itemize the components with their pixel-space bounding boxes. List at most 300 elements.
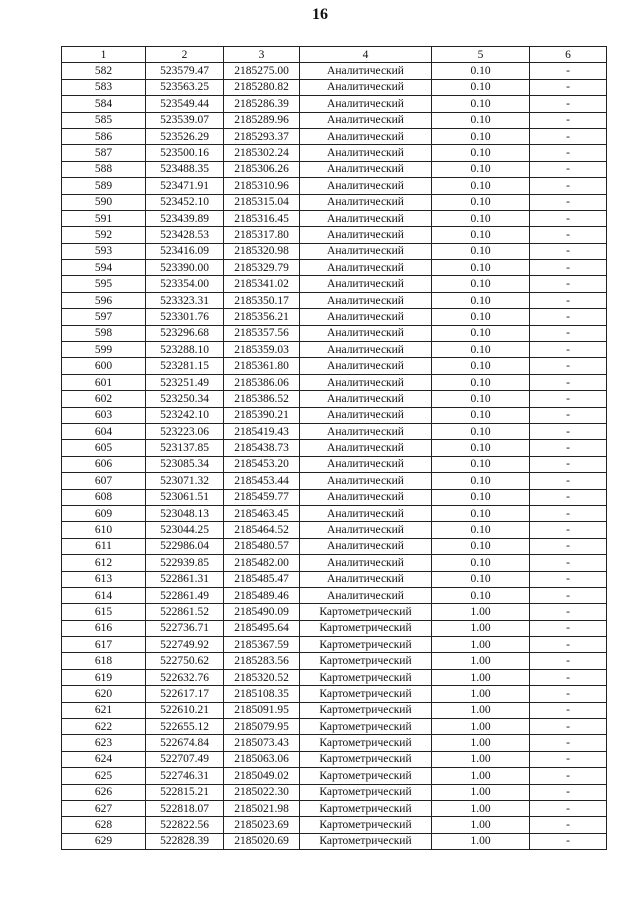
cell-point-number: 628 (62, 817, 146, 833)
cell-method: Аналитический (300, 292, 432, 308)
cell-x-coordinate: 523471.91 (146, 178, 224, 194)
cell-x-coordinate: 523281.15 (146, 358, 224, 374)
cell-note: - (530, 555, 607, 571)
cell-note: - (530, 227, 607, 243)
cell-y-coordinate: 2185386.06 (224, 374, 300, 390)
cell-note: - (530, 833, 607, 849)
cell-accuracy: 1.00 (432, 784, 530, 800)
cell-method: Аналитический (300, 79, 432, 95)
cell-point-number: 596 (62, 292, 146, 308)
cell-x-coordinate: 523085.34 (146, 456, 224, 472)
cell-y-coordinate: 2185306.26 (224, 161, 300, 177)
cell-method: Аналитический (300, 423, 432, 439)
cell-method: Аналитический (300, 456, 432, 472)
table-row (62, 833, 607, 849)
cell-method: Аналитический (300, 407, 432, 423)
cell-accuracy: 0.10 (432, 407, 530, 423)
cell-method: Аналитический (300, 309, 432, 325)
cell-accuracy: 0.10 (432, 555, 530, 571)
cell-note: - (530, 161, 607, 177)
table-row (62, 719, 607, 735)
cell-accuracy: 0.10 (432, 505, 530, 521)
cell-method: Картометрический (300, 833, 432, 849)
table-row (62, 604, 607, 620)
cell-x-coordinate: 523439.89 (146, 210, 224, 226)
cell-method: Аналитический (300, 227, 432, 243)
cell-point-number: 612 (62, 555, 146, 571)
cell-accuracy: 0.10 (432, 391, 530, 407)
cell-y-coordinate: 2185316.45 (224, 210, 300, 226)
cell-point-number: 609 (62, 505, 146, 521)
cell-point-number: 621 (62, 702, 146, 718)
cell-point-number: 593 (62, 243, 146, 259)
table-row (62, 735, 607, 751)
cell-method: Аналитический (300, 161, 432, 177)
header-cell-2: 2 (146, 47, 224, 63)
cell-note: - (530, 391, 607, 407)
cell-method: Аналитический (300, 505, 432, 521)
cell-note: - (530, 669, 607, 685)
cell-note: - (530, 587, 607, 603)
cell-point-number: 614 (62, 587, 146, 603)
cell-point-number: 591 (62, 210, 146, 226)
cell-note: - (530, 260, 607, 276)
cell-note: - (530, 374, 607, 390)
cell-point-number: 605 (62, 440, 146, 456)
cell-point-number: 619 (62, 669, 146, 685)
table-row (62, 145, 607, 161)
cell-point-number: 626 (62, 784, 146, 800)
cell-method: Картометрический (300, 800, 432, 816)
cell-note: - (530, 342, 607, 358)
cell-x-coordinate: 522861.31 (146, 571, 224, 587)
cell-y-coordinate: 2185453.44 (224, 473, 300, 489)
table-row (62, 276, 607, 292)
cell-x-coordinate: 522617.17 (146, 686, 224, 702)
cell-y-coordinate: 2185293.37 (224, 128, 300, 144)
cell-method: Аналитический (300, 194, 432, 210)
cell-method: Картометрический (300, 784, 432, 800)
cell-point-number: 597 (62, 309, 146, 325)
cell-y-coordinate: 2185063.06 (224, 751, 300, 767)
cell-accuracy: 1.00 (432, 768, 530, 784)
header-cell-6: 6 (530, 47, 607, 63)
cell-point-number: 615 (62, 604, 146, 620)
cell-note: - (530, 768, 607, 784)
cell-note: - (530, 178, 607, 194)
cell-accuracy: 0.10 (432, 587, 530, 603)
cell-accuracy: 0.10 (432, 96, 530, 112)
cell-note: - (530, 538, 607, 554)
cell-x-coordinate: 523323.31 (146, 292, 224, 308)
cell-y-coordinate: 2185079.95 (224, 719, 300, 735)
cell-point-number: 590 (62, 194, 146, 210)
cell-accuracy: 0.10 (432, 342, 530, 358)
cell-accuracy: 1.00 (432, 620, 530, 636)
cell-accuracy: 0.10 (432, 227, 530, 243)
table-row (62, 440, 607, 456)
cell-method: Картометрический (300, 719, 432, 735)
cell-point-number: 584 (62, 96, 146, 112)
cell-method: Картометрический (300, 669, 432, 685)
cell-x-coordinate: 523137.85 (146, 440, 224, 456)
cell-y-coordinate: 2185275.00 (224, 63, 300, 79)
cell-note: - (530, 194, 607, 210)
cell-accuracy: 0.10 (432, 571, 530, 587)
cell-note: - (530, 423, 607, 439)
cell-x-coordinate: 523048.13 (146, 505, 224, 521)
cell-note: - (530, 489, 607, 505)
cell-accuracy: 0.10 (432, 374, 530, 390)
cell-accuracy: 0.10 (432, 276, 530, 292)
cell-point-number: 586 (62, 128, 146, 144)
cell-note: - (530, 817, 607, 833)
cell-method: Картометрический (300, 653, 432, 669)
cell-x-coordinate: 523242.10 (146, 407, 224, 423)
table-row (62, 505, 607, 521)
cell-accuracy: 0.10 (432, 63, 530, 79)
header-row (62, 47, 607, 63)
cell-point-number: 595 (62, 276, 146, 292)
table-body (62, 63, 607, 850)
cell-accuracy: 0.10 (432, 522, 530, 538)
cell-y-coordinate: 2185302.24 (224, 145, 300, 161)
cell-point-number: 620 (62, 686, 146, 702)
header-cell-5: 5 (432, 47, 530, 63)
table-row (62, 358, 607, 374)
table-header (62, 47, 607, 63)
cell-method: Аналитический (300, 555, 432, 571)
cell-note: - (530, 407, 607, 423)
cell-method: Картометрический (300, 702, 432, 718)
table-row (62, 751, 607, 767)
cell-point-number: 606 (62, 456, 146, 472)
cell-point-number: 585 (62, 112, 146, 128)
cell-note: - (530, 800, 607, 816)
table-row (62, 702, 607, 718)
cell-accuracy: 0.10 (432, 260, 530, 276)
table-row (62, 407, 607, 423)
cell-y-coordinate: 2185356.21 (224, 309, 300, 325)
cell-point-number: 617 (62, 637, 146, 653)
cell-x-coordinate: 523488.35 (146, 161, 224, 177)
cell-x-coordinate: 522655.12 (146, 719, 224, 735)
table-row (62, 292, 607, 308)
cell-method: Аналитический (300, 342, 432, 358)
cell-accuracy: 1.00 (432, 800, 530, 816)
cell-accuracy: 0.10 (432, 79, 530, 95)
cell-accuracy: 0.10 (432, 309, 530, 325)
cell-point-number: 589 (62, 178, 146, 194)
cell-point-number: 601 (62, 374, 146, 390)
cell-note: - (530, 292, 607, 308)
cell-note: - (530, 735, 607, 751)
cell-point-number: 599 (62, 342, 146, 358)
cell-accuracy: 1.00 (432, 817, 530, 833)
cell-method: Аналитический (300, 522, 432, 538)
cell-point-number: 598 (62, 325, 146, 341)
cell-accuracy: 0.10 (432, 358, 530, 374)
cell-x-coordinate: 523452.10 (146, 194, 224, 210)
cell-y-coordinate: 2185480.57 (224, 538, 300, 554)
cell-method: Картометрический (300, 735, 432, 751)
cell-note: - (530, 276, 607, 292)
cell-method: Аналитический (300, 325, 432, 341)
cell-y-coordinate: 2185091.95 (224, 702, 300, 718)
table-row (62, 325, 607, 341)
table-row (62, 653, 607, 669)
cell-accuracy: 1.00 (432, 702, 530, 718)
cell-x-coordinate: 522828.39 (146, 833, 224, 849)
cell-method: Картометрический (300, 620, 432, 636)
cell-point-number: 607 (62, 473, 146, 489)
cell-x-coordinate: 522986.04 (146, 538, 224, 554)
cell-y-coordinate: 2185021.98 (224, 800, 300, 816)
cell-accuracy: 1.00 (432, 735, 530, 751)
cell-method: Картометрический (300, 686, 432, 702)
cell-note: - (530, 653, 607, 669)
cell-y-coordinate: 2185357.56 (224, 325, 300, 341)
table-row (62, 96, 607, 112)
table-row (62, 423, 607, 439)
cell-y-coordinate: 2185490.09 (224, 604, 300, 620)
cell-point-number: 594 (62, 260, 146, 276)
table-row (62, 784, 607, 800)
cell-x-coordinate: 523354.00 (146, 276, 224, 292)
cell-x-coordinate: 522750.62 (146, 653, 224, 669)
table-row (62, 686, 607, 702)
cell-note: - (530, 637, 607, 653)
cell-accuracy: 1.00 (432, 751, 530, 767)
header-cell-4: 4 (300, 47, 432, 63)
cell-note: - (530, 440, 607, 456)
cell-point-number: 610 (62, 522, 146, 538)
cell-x-coordinate: 522707.49 (146, 751, 224, 767)
cell-y-coordinate: 2185022.30 (224, 784, 300, 800)
cell-x-coordinate: 523390.00 (146, 260, 224, 276)
cell-x-coordinate: 523071.32 (146, 473, 224, 489)
cell-x-coordinate: 523428.53 (146, 227, 224, 243)
cell-note: - (530, 620, 607, 636)
cell-x-coordinate: 522632.76 (146, 669, 224, 685)
cell-x-coordinate: 522815.21 (146, 784, 224, 800)
cell-method: Аналитический (300, 571, 432, 587)
table-row (62, 227, 607, 243)
cell-accuracy: 0.10 (432, 538, 530, 554)
cell-x-coordinate: 523416.09 (146, 243, 224, 259)
cell-accuracy: 0.10 (432, 325, 530, 341)
cell-accuracy: 0.10 (432, 440, 530, 456)
cell-method: Картометрический (300, 751, 432, 767)
cell-method: Аналитический (300, 243, 432, 259)
cell-method: Аналитический (300, 210, 432, 226)
cell-accuracy: 0.10 (432, 292, 530, 308)
cell-accuracy: 0.10 (432, 243, 530, 259)
table-row (62, 817, 607, 833)
cell-y-coordinate: 2185489.46 (224, 587, 300, 603)
cell-note: - (530, 473, 607, 489)
cell-x-coordinate: 523223.06 (146, 423, 224, 439)
cell-note: - (530, 522, 607, 538)
cell-y-coordinate: 2185350.17 (224, 292, 300, 308)
cell-accuracy: 0.10 (432, 112, 530, 128)
cell-y-coordinate: 2185049.02 (224, 768, 300, 784)
cell-accuracy: 0.10 (432, 456, 530, 472)
cell-accuracy: 0.10 (432, 128, 530, 144)
cell-note: - (530, 719, 607, 735)
cell-y-coordinate: 2185453.20 (224, 456, 300, 472)
cell-x-coordinate: 523526.29 (146, 128, 224, 144)
cell-method: Аналитический (300, 391, 432, 407)
cell-note: - (530, 145, 607, 161)
cell-method: Картометрический (300, 768, 432, 784)
cell-accuracy: 0.10 (432, 178, 530, 194)
cell-note: - (530, 358, 607, 374)
cell-y-coordinate: 2185419.43 (224, 423, 300, 439)
table-row (62, 128, 607, 144)
cell-accuracy: 0.10 (432, 210, 530, 226)
cell-y-coordinate: 2185280.82 (224, 79, 300, 95)
table-row (62, 194, 607, 210)
cell-x-coordinate: 523250.34 (146, 391, 224, 407)
cell-point-number: 588 (62, 161, 146, 177)
cell-x-coordinate: 523061.51 (146, 489, 224, 505)
cell-x-coordinate: 523251.49 (146, 374, 224, 390)
cell-x-coordinate: 523296.68 (146, 325, 224, 341)
table-row (62, 456, 607, 472)
cell-y-coordinate: 2185341.02 (224, 276, 300, 292)
table-row (62, 637, 607, 653)
cell-accuracy: 0.10 (432, 473, 530, 489)
cell-point-number: 625 (62, 768, 146, 784)
cell-accuracy: 1.00 (432, 719, 530, 735)
cell-note: - (530, 784, 607, 800)
table-row (62, 63, 607, 79)
cell-x-coordinate: 523500.16 (146, 145, 224, 161)
cell-point-number: 602 (62, 391, 146, 407)
cell-point-number: 629 (62, 833, 146, 849)
page-number: 16 (312, 6, 328, 23)
cell-point-number: 608 (62, 489, 146, 505)
cell-note: - (530, 571, 607, 587)
cell-method: Аналитический (300, 145, 432, 161)
cell-accuracy: 0.10 (432, 145, 530, 161)
cell-x-coordinate: 523301.76 (146, 309, 224, 325)
cell-note: - (530, 79, 607, 95)
cell-accuracy: 1.00 (432, 653, 530, 669)
cell-method: Аналитический (300, 489, 432, 505)
table-row (62, 538, 607, 554)
cell-y-coordinate: 2185320.98 (224, 243, 300, 259)
cell-point-number: 583 (62, 79, 146, 95)
cell-x-coordinate: 522818.07 (146, 800, 224, 816)
cell-note: - (530, 456, 607, 472)
table-row (62, 669, 607, 685)
cell-x-coordinate: 522674.84 (146, 735, 224, 751)
table-row (62, 309, 607, 325)
cell-y-coordinate: 2185361.80 (224, 358, 300, 374)
table-row (62, 555, 607, 571)
cell-y-coordinate: 2185367.59 (224, 637, 300, 653)
cell-note: - (530, 128, 607, 144)
cell-y-coordinate: 2185485.47 (224, 571, 300, 587)
cell-y-coordinate: 2185020.69 (224, 833, 300, 849)
cell-x-coordinate: 522861.49 (146, 587, 224, 603)
table-row (62, 571, 607, 587)
table-row (62, 243, 607, 259)
cell-y-coordinate: 2185386.52 (224, 391, 300, 407)
cell-method: Картометрический (300, 604, 432, 620)
cell-method: Аналитический (300, 587, 432, 603)
table-row (62, 260, 607, 276)
cell-y-coordinate: 2185329.79 (224, 260, 300, 276)
cell-point-number: 603 (62, 407, 146, 423)
cell-point-number: 624 (62, 751, 146, 767)
cell-point-number: 616 (62, 620, 146, 636)
cell-y-coordinate: 2185359.03 (224, 342, 300, 358)
header-cell-3: 3 (224, 47, 300, 63)
cell-y-coordinate: 2185320.52 (224, 669, 300, 685)
cell-x-coordinate: 523563.25 (146, 79, 224, 95)
cell-method: Аналитический (300, 440, 432, 456)
cell-method: Аналитический (300, 358, 432, 374)
cell-y-coordinate: 2185108.35 (224, 686, 300, 702)
cell-x-coordinate: 522939.85 (146, 555, 224, 571)
table-row (62, 342, 607, 358)
cell-point-number: 618 (62, 653, 146, 669)
table-row (62, 178, 607, 194)
table-row (62, 620, 607, 636)
cell-y-coordinate: 2185310.96 (224, 178, 300, 194)
cell-method: Аналитический (300, 276, 432, 292)
cell-accuracy: 0.10 (432, 161, 530, 177)
cell-point-number: 604 (62, 423, 146, 439)
table-row (62, 374, 607, 390)
coordinates-table (61, 46, 607, 850)
cell-y-coordinate: 2185438.73 (224, 440, 300, 456)
cell-note: - (530, 325, 607, 341)
table-row (62, 522, 607, 538)
cell-point-number: 592 (62, 227, 146, 243)
cell-y-coordinate: 2185459.77 (224, 489, 300, 505)
cell-note: - (530, 63, 607, 79)
cell-method: Аналитический (300, 128, 432, 144)
cell-x-coordinate: 522749.92 (146, 637, 224, 653)
cell-method: Аналитический (300, 96, 432, 112)
header-cell-1: 1 (62, 47, 146, 63)
cell-note: - (530, 686, 607, 702)
cell-point-number: 627 (62, 800, 146, 816)
cell-method: Аналитический (300, 112, 432, 128)
table-row (62, 391, 607, 407)
cell-y-coordinate: 2185073.43 (224, 735, 300, 751)
cell-accuracy: 0.10 (432, 423, 530, 439)
table-row (62, 161, 607, 177)
cell-note: - (530, 210, 607, 226)
cell-point-number: 611 (62, 538, 146, 554)
cell-point-number: 600 (62, 358, 146, 374)
cell-accuracy: 1.00 (432, 604, 530, 620)
cell-method: Аналитический (300, 63, 432, 79)
table-row (62, 489, 607, 505)
cell-point-number: 622 (62, 719, 146, 735)
cell-x-coordinate: 522736.71 (146, 620, 224, 636)
cell-note: - (530, 96, 607, 112)
table-row (62, 112, 607, 128)
table-row (62, 79, 607, 95)
cell-point-number: 623 (62, 735, 146, 751)
cell-y-coordinate: 2185482.00 (224, 555, 300, 571)
